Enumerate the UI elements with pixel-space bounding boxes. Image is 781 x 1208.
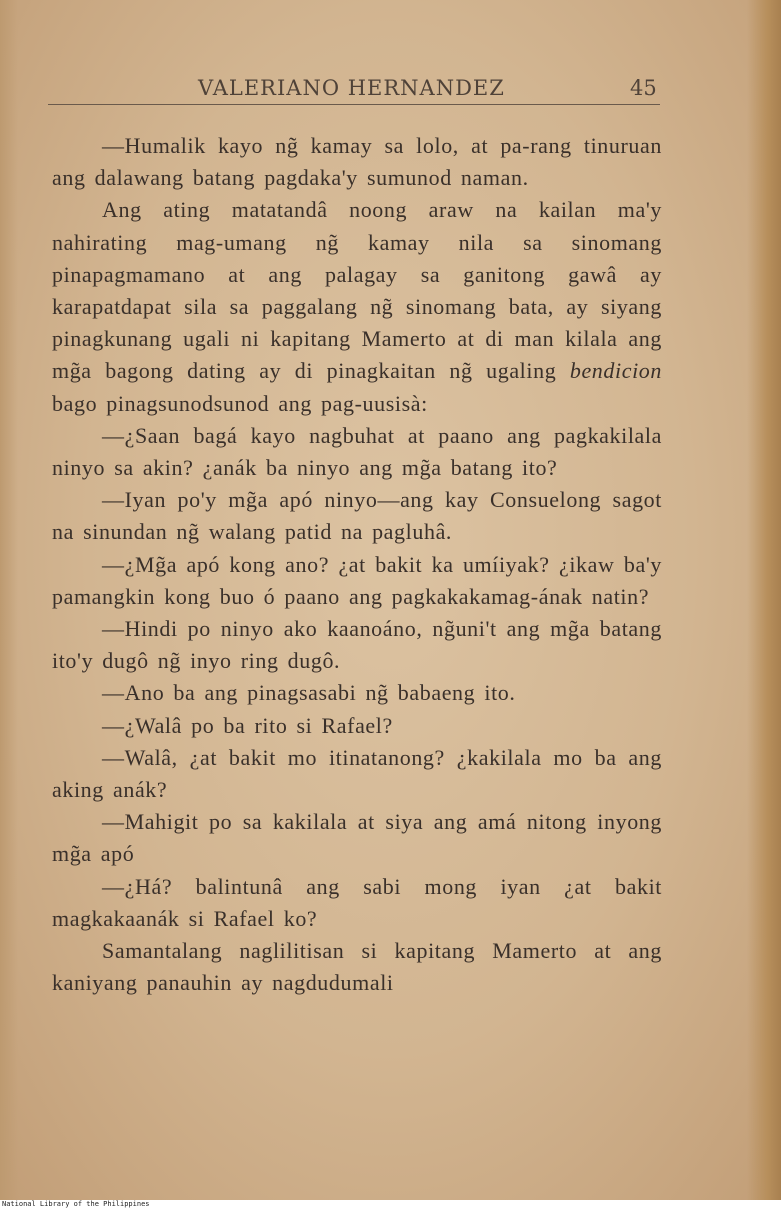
paragraph-10: —Mahigit po sa kakilala at siya ang amá nitong inyong mg̃a apó (52, 809, 662, 867)
paragraph-2-text: Ang ating matatandâ noong araw na kailan ma'y nahirating mag-umang ng̃ kamay nila sa sinomang pinapagmamano at ang palagay sa ganitong gawâ ay karapatdapat sila sa paggalang ng̃ sinomang bata, ay siyang pinagkunang ugali ni kapitang Mamerto at di man kilala ang mg̃a bagong dating ay di pinagkaitan ng̃ ugaling (52, 197, 662, 384)
paragraph-2-tail: bago pinagsunodsunod ang pag-uusisà: (52, 390, 428, 416)
paragraph-12: Samantalang naglilitisan si kapitang Mamerto at ang kaniyang panauhin ay nagdudumali (52, 938, 662, 996)
paragraph-9: —Walâ, ¿at bakit mo itinatanong? ¿kakilala mo ba ang aking anák? (52, 744, 662, 803)
paragraph-8: —¿Walâ po ba rito si Rafael? (102, 712, 393, 738)
paragraph-2 (52, 194, 662, 419)
page-number: 45 (630, 76, 657, 100)
library-credit: National Library of the Philippines (2, 1200, 150, 1208)
running-title: VALERIANO HERNANDEZ (198, 76, 505, 100)
page-right-edge-shadow (747, 0, 781, 1200)
paragraph-6: —Hindi po ninyo ako kaanoáno, ng̃uni't ang mg̃a batang ito'y dugô ng̃ inyo ring dugô. (52, 616, 662, 674)
body-text (52, 130, 662, 999)
paragraph-7: —Ano ba ang pinagsasabi ng̃ babaeng ito. (102, 680, 516, 706)
paragraph-3: —¿Saan bagá kayo nagbuhat at paano ang pagkakilala ninyo sa akin? ¿anák ba ninyo ang mg̃a batang ito? (52, 422, 662, 481)
paragraph-1: —Humalik kayo ng̃ kamay sa lolo, at pa-rang tinuruan ang dalawang batang pagdaka'y sumunod naman. (52, 133, 662, 191)
header-rule (48, 104, 660, 105)
page-header (0, 76, 781, 104)
page-left-edge-shadow (0, 0, 18, 1200)
paragraph-11: —¿Há? balintunâ ang sabi mong iyan ¿at bakit magkakaanák si Rafael ko? (52, 873, 662, 931)
paragraph-2-italic: bendicion (569, 358, 662, 384)
paragraph-5: —¿Mg̃a apó kong ano? ¿at bakit ka umíiyak? ¿ikaw ba'y pamangkin kong buo ó paano ang pagkakakamag-ának natin? (52, 551, 662, 609)
paragraph-4: —Iyan po'y mg̃a apó ninyo—ang kay Consuelong sagot na sinundan ng̃ walang patid na pagluhâ. (52, 487, 662, 545)
